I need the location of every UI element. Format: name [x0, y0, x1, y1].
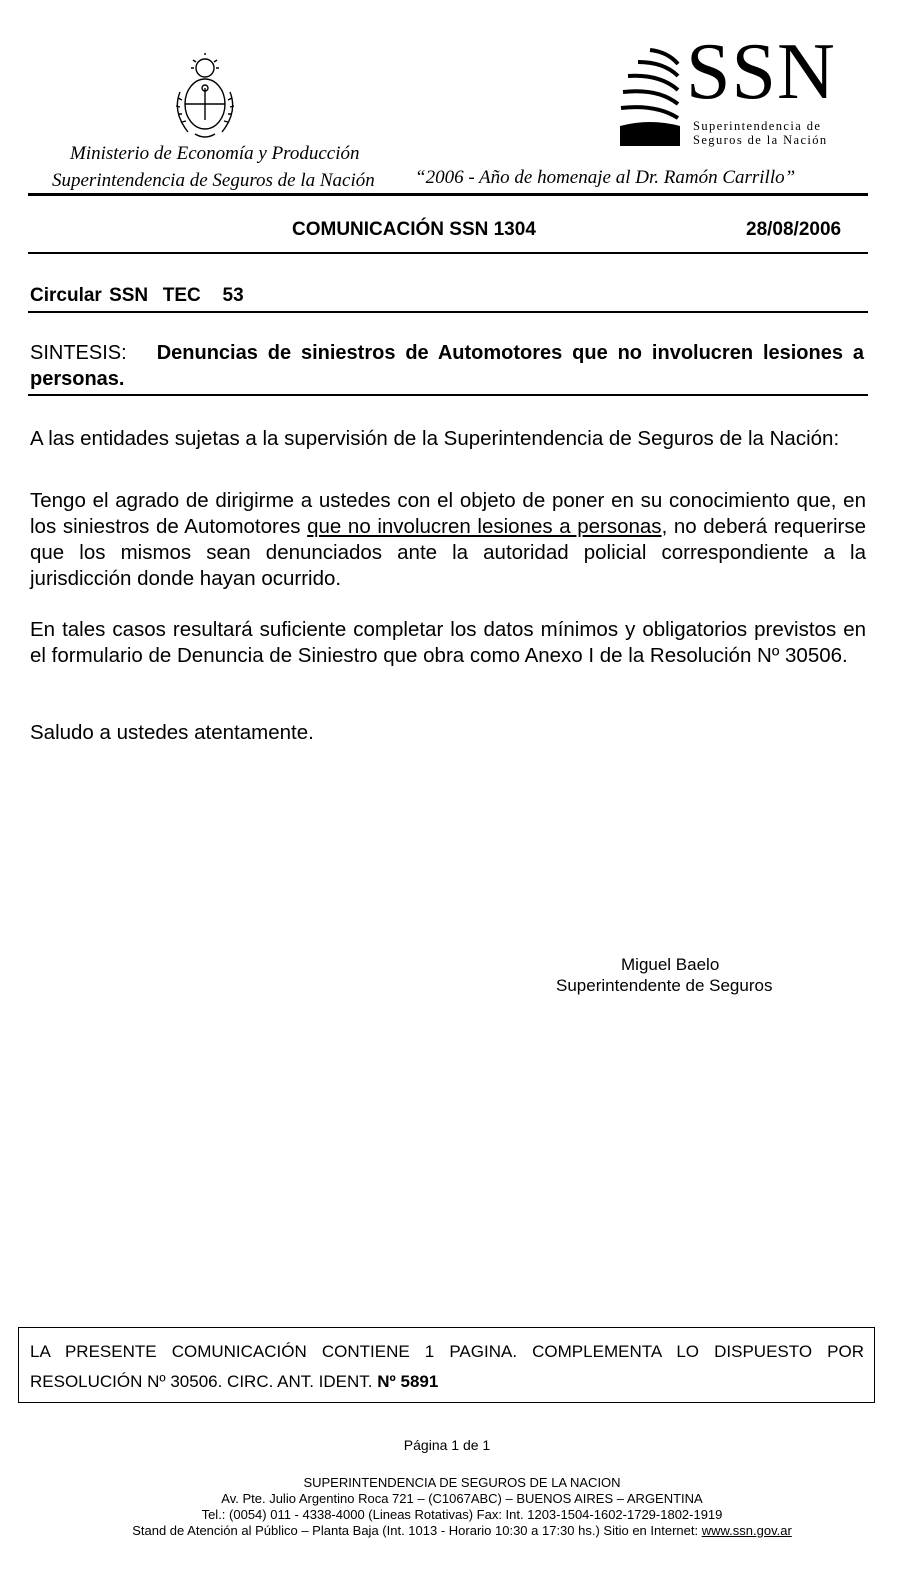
- communication-title: COMUNICACIÓN SSN 1304: [292, 219, 536, 240]
- ministry-name: Ministerio de Economía y Producción: [70, 143, 360, 164]
- signatory-name: Miguel Baelo: [621, 955, 720, 974]
- website-link[interactable]: www.ssn.gov.ar: [701, 1523, 792, 1538]
- footer-line: Av. Pte. Julio Argentino Roca 721 – (C1067ABC) – BUENOS AIRES – ARGENTINA: [221, 1491, 703, 1506]
- signatory-title: Superintendente de Seguros: [556, 976, 773, 995]
- circular-divider: [28, 311, 868, 313]
- ssn-logo-icon: [620, 42, 682, 148]
- body-text: , no deberá requerirse que los mismos sean denunciados ante la autoridad policial correspondiente a la jurisdicción donde hayan ocurrido.: [30, 515, 867, 590]
- salutation: Saludo a ustedes atentamente.: [30, 721, 314, 744]
- notice-ident-prefix: Nº: [377, 1372, 396, 1391]
- communication-date: 28/08/2006: [746, 219, 842, 240]
- footer-text: Stand de Atención al Público – Planta Baja (Int. 1013 - Horario 10:30 a 17:30 hs.) Sitio en Internet:: [132, 1523, 702, 1538]
- body-text: Tengo el agrado de dirigirme a ustedes con el objeto de poner en su conocimiento que, en los siniestros de Automotores: [30, 489, 866, 538]
- synthesis-text: Denuncias de siniestros de Automotores que no involucren lesiones a personas.: [30, 342, 864, 390]
- notice-ident-number: 5891: [400, 1372, 439, 1391]
- agency-name: Superintendencia de Seguros de la Nación: [52, 170, 375, 191]
- body-paragraph: [30, 488, 866, 592]
- page-number: Página 1 de 1: [403, 1437, 491, 1453]
- underlined-phrase: que no involucren lesiones a personas: [307, 515, 662, 538]
- year-motto: “2006 - Año de homenaje al Dr. Ramón Carrillo”: [415, 167, 796, 188]
- ssn-logo-subtitle: Superintendencia de: [693, 119, 822, 133]
- notice-body: LA PRESENTE COMUNICACIÓN CONTIENE 1 PAGINA. COMPLEMENTA LO DISPUESTO POR RESOLUCIÓN Nº 30506. CIRC. ANT. IDENT.: [30, 1342, 864, 1391]
- footer-line: Tel.: (0054) 011 - 4338-4000 (Lineas Rotativas) Fax: Int. 1203-1504-1602-1729-1802-1919: [201, 1507, 723, 1522]
- coat-of-arms-icon: [170, 52, 240, 142]
- circular-reference: [30, 285, 244, 307]
- footer-line: SUPERINTENDENCIA DE SEGUROS DE LA NACION: [303, 1475, 621, 1490]
- synthesis-divider: [28, 394, 868, 396]
- body-paragraph: En tales casos resultará suficiente completar los datos mínimos y obligatorios previstos en el formulario de Denuncia de Siniestro que obra como Anexo I de la Resolución Nº 30506.: [30, 618, 866, 667]
- circular-text: Circular SSN TEC 53: [30, 285, 244, 306]
- footer-line: [0, 1523, 924, 1538]
- title-divider: [28, 252, 868, 254]
- ssn-logo-text: SSN: [686, 28, 836, 116]
- synthesis-label: SINTESIS:: [30, 342, 127, 364]
- addressee-paragraph: A las entidades sujetas a la supervisión de la Superintendencia de Seguros de la Nación:: [30, 427, 840, 450]
- synthesis: [30, 340, 864, 392]
- ssn-logo-subtitle: Seguros de la Nación: [693, 133, 828, 147]
- notice-text: [30, 1337, 864, 1397]
- header-divider: [28, 193, 868, 196]
